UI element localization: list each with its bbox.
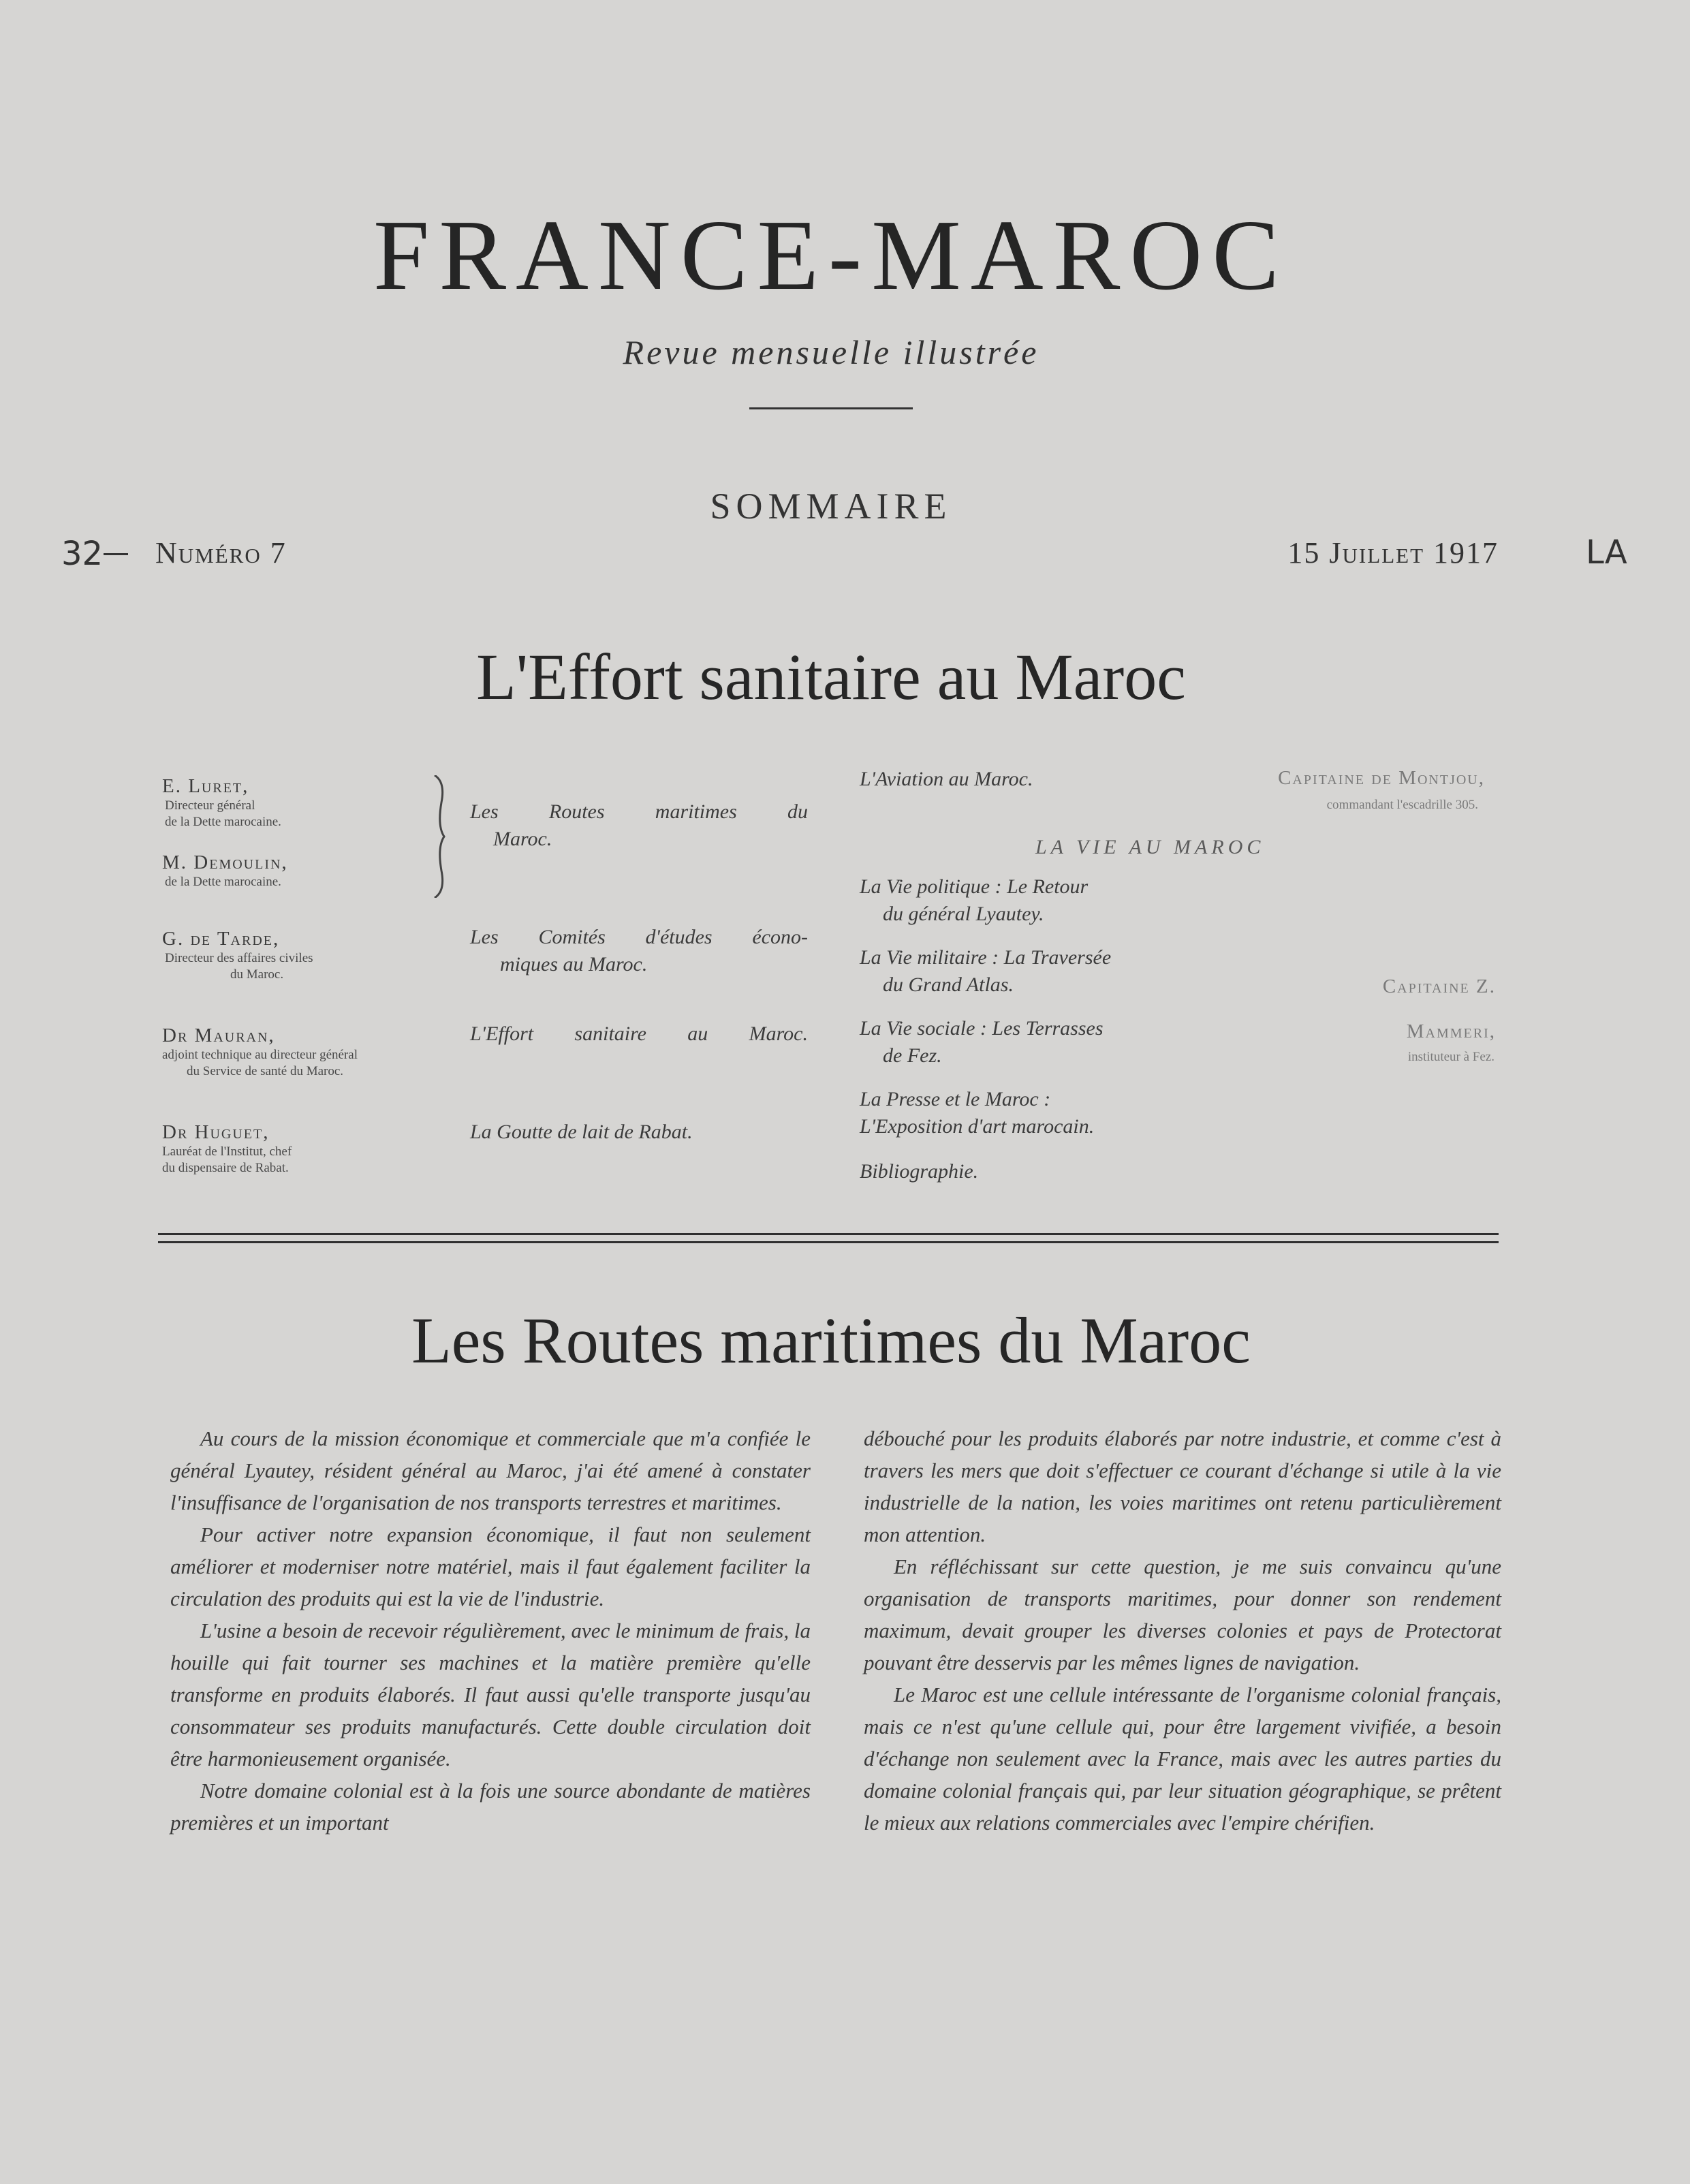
handwritten-number: 32 <box>61 535 104 573</box>
issue-date: 15 Juillet 1917 <box>1287 536 1499 570</box>
toc-entry-line: L'Effort sanitaire au Maroc. <box>470 1023 808 1045</box>
article-paragraph: débouché pour les produits élaborés par notre industrie, et comme c'est à travers les mers que doit s'effectuer ce courant d'échange si utile à la vie industrielle de la nation, les voies maritimes ont retenu particulièrement mon attention. <box>864 1426 1501 1546</box>
toc-entry <box>860 944 1200 999</box>
toc-entry-line: L'Exposition d'art marocain. <box>860 1115 1095 1138</box>
article-paragraph: Au cours de la mission économique et commerciale que m'a confiée le général Lyautey, résident général au Maroc, j'ai été amené à constater l'insuffisance de l'organisation de nos transports terrestres et maritimes. <box>170 1426 811 1514</box>
toc-entry <box>470 1020 808 1048</box>
author-role: de la Dette marocaine. <box>165 875 281 889</box>
cover-headline: L'Effort sanitaire au Maroc <box>476 640 1186 713</box>
author-name: Dr Mauran, <box>162 1025 275 1046</box>
toc-entry-line: La Vie politique : Le Retour <box>860 875 1089 898</box>
author-block <box>162 928 435 1025</box>
toc-entry <box>860 873 1200 928</box>
article-paragraph: Notre domaine colonial est à la fois une source abondante de matières premières et un important <box>170 1779 811 1835</box>
toc-entry <box>860 1015 1200 1070</box>
section-label: LA VIE AU MAROC <box>1035 836 1265 858</box>
double-rule-bottom <box>158 1241 1499 1243</box>
article-paragraph: L'usine a besoin de recevoir régulièrement, avec le minimum de frais, la houille qui fait tourner ses machines et la matière première qu'elle transforme en produits élaborés. Il faut aussi qu'elle transporte jusqu'au consommateur ses produits manufacturés. Cette double circulation doit être harmonieusement organisée. <box>170 1619 811 1770</box>
toc-entry-line: La Presse et le Maroc : <box>860 1088 1051 1110</box>
toc-entry-line: du général Lyautey. <box>883 903 1044 925</box>
author-name: E. Luret, <box>162 775 249 797</box>
issue-number: Numéro 7 <box>155 536 287 570</box>
brace-icon <box>431 775 451 898</box>
toc-entry-line: Les Routes maritimes du <box>470 800 808 823</box>
item-author-role: instituteur à Fez. <box>1407 1050 1495 1064</box>
toc-entry <box>470 924 808 978</box>
article-column-2 <box>864 1422 1501 1839</box>
item-author-2: Mammeri, <box>1406 1020 1496 1042</box>
title-divider <box>749 407 913 409</box>
author-block <box>162 1025 435 1121</box>
article-headline: Les Routes maritimes du Maroc <box>411 1304 1251 1377</box>
masthead-title: FRANCE-MAROC <box>373 200 1289 311</box>
toc-entry-line: La Goutte de lait de Rabat. <box>470 1121 693 1143</box>
toc-entry-line: La Vie sociale : Les Terrasses <box>860 1017 1104 1040</box>
handwritten-initials: LA <box>1586 533 1627 572</box>
aviation-author-role: commandant l'escadrille 305. <box>1326 798 1478 812</box>
item-author: Capitaine Z. <box>1382 976 1496 997</box>
author-block <box>162 775 435 852</box>
article-paragraph: Le Maroc est une cellule intéressante de l'organisme colonial français, mais ce n'est qu'une cellule qui, pour être largement vivifiée, a besoin d'échange non seulement avec la France, mais avec les autres parties du domaine colonial français qui, par leur situation géographique, se prêtent le mieux aux relations commerciales avec l'empire chérifien. <box>864 1683 1501 1835</box>
toc-entry <box>470 1119 808 1146</box>
toc-entry-line: Bibliographie. <box>860 1160 979 1183</box>
author-name: M. Demoulin, <box>162 852 288 873</box>
toc-entry <box>860 1086 1241 1140</box>
handwritten-dash <box>104 553 128 555</box>
toc-entry-line: Les Comités d'études écono- <box>470 926 808 948</box>
author-role: du Service de santé du Maroc. <box>187 1064 344 1078</box>
article-paragraph: En réfléchissant sur cette question, je me suis convaincu qu'une organisation de transports maritimes, pour donner son rendement maximum, devait grouper les diverses colonies et pays de Protectorat pouvant être desservis par les mêmes lignes de navigation. <box>864 1555 1501 1674</box>
article-paragraph: Pour activer notre expansion économique, il faut non seulement améliorer et moderniser notre matériel, mais il faut également faciliter la circulation des produits qui est la vie de l'industrie. <box>170 1523 811 1610</box>
author-role: de la Dette marocaine. <box>165 815 281 829</box>
author-block <box>162 852 435 928</box>
author-role: du dispensaire de Rabat. <box>162 1161 289 1175</box>
author-name: G. de Tarde, <box>162 928 280 950</box>
toc-entry-line: du Grand Atlas. <box>883 973 1014 996</box>
toc-entry-line: miques au Maroc. <box>500 953 648 976</box>
author-role: Directeur général <box>165 798 255 813</box>
sommaire-heading: SOMMAIRE <box>710 486 952 527</box>
toc-entry-line: Maroc. <box>493 828 552 850</box>
author-block <box>162 1121 435 1176</box>
author-role: Directeur des affaires civiles <box>165 951 313 965</box>
author-role: adjoint technique au directeur général <box>162 1048 358 1062</box>
toc-entry <box>470 798 808 853</box>
author-role: Lauréat de l'Institut, chef <box>162 1144 292 1159</box>
double-rule-top <box>158 1233 1499 1235</box>
author-role: du Maroc. <box>230 967 284 982</box>
toc-entry-line: La Vie militaire : La Traversée <box>860 946 1112 969</box>
toc-entry-aviation: L'Aviation au Maroc. <box>860 768 1033 790</box>
toc-entry <box>860 1158 978 1185</box>
aviation-author: Capitaine de Montjou, <box>1278 767 1485 789</box>
author-name: Dr Huguet, <box>162 1121 270 1143</box>
toc-authors <box>162 775 435 1176</box>
article-column-1 <box>170 1422 811 1839</box>
toc-entry-line: de Fez. <box>883 1044 942 1067</box>
masthead-subtitle: Revue mensuelle illustrée <box>623 333 1039 371</box>
